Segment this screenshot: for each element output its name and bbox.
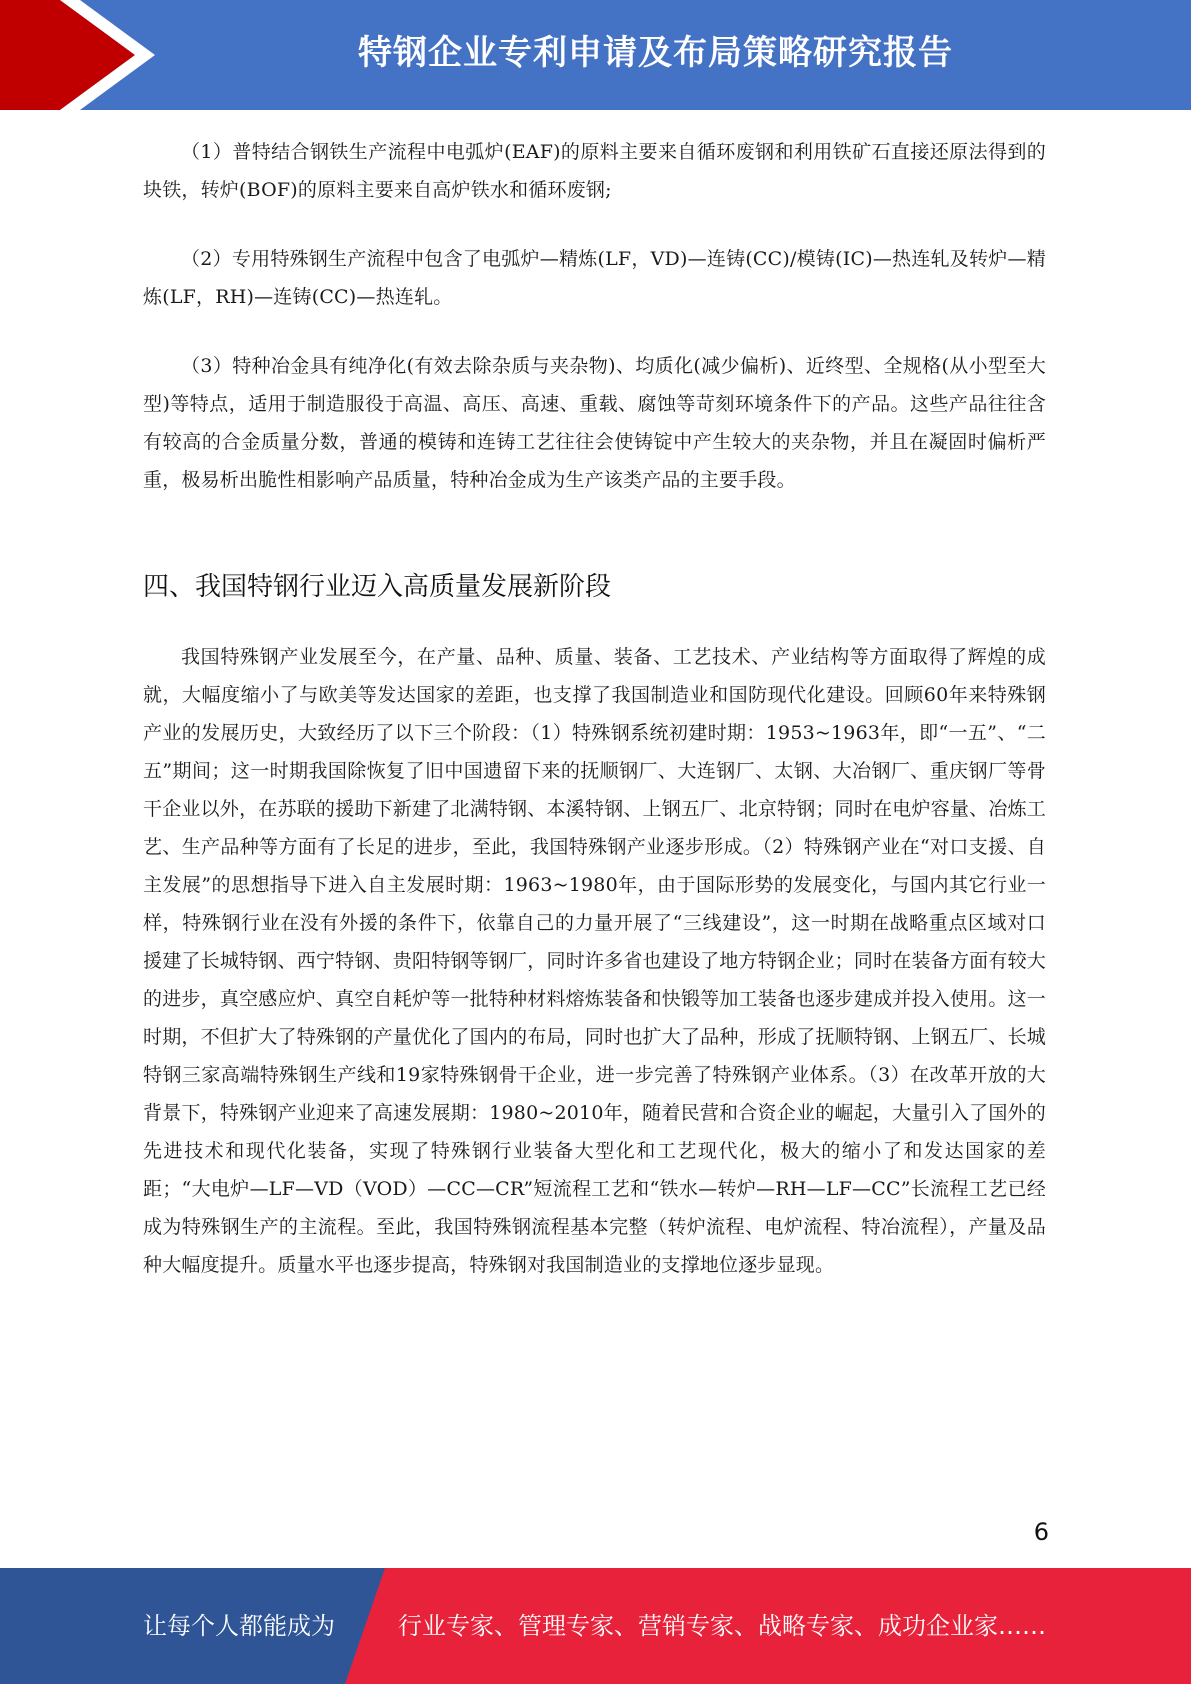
report-title: 特钢企业专利申请及布局策略研究报告 (358, 33, 953, 73)
section-paragraph: 我国特殊钢产业发展至今，在产量、品种、质量、装备、工艺技术、产业结构等方面取得了辉煌的成就，大幅度缩小了与欧美等发达国家的差距，也支撑了我国制造业和国防现代化建设。回顾60年来特殊钢产业的发展历史，大致经历了以下三个阶段：（1）特殊钢系统初建时期：1953~1963年，即“一五”、“二五”期间；这一时期我国除恢复了旧中国遗留下来的抚顺钢厂、大连钢厂、太钢、大冶钢厂、重庆钢厂等骨干企业以外，在苏联的援助下新建了北满特钢、本溪特钢、上钢五厂、北京特钢；同时在电炉容量、冶炼工艺、生产品种等方面有了长足的进步，至此，我国特殊钢产业逐步形成。（2）特殊钢产业在“对口支援、自主发展”的思想指导下进入自主发展时期：1963~1980年，由于国际形势的发展变化，与国内其它行业一样，特殊钢行业在没有外援的条件下，依靠自己的力量开展了“三线建设”，这一时期在战略重点区域对口援建了长城特钢、西宁特钢、贵阳特钢等钢厂，同时许多省也建设了地方特钢企业；同时在装备方面有较大的进步，真空感应炉、真空自耗炉等一批特种材料熔炼装备和快锻等加工装备也逐步建成并投入使用。这一时期，不但扩大了特殊钢的产量优化了国内的布局，同时也扩大了品种，形成了抚顺特钢、上钢五厂、长城特钢三家高端特殊钢生产线和19家特殊钢骨干企业，进一步完善了特殊钢产业体系。（3）在改革开放的大背景下，特殊钢产业迎来了高速发展期：1980~2010年，随着民营和合资企业的崛起，大量引入了国外的先进技术和现代化装备，实现了特殊钢行业装备大型化和工艺现代化，极大的缩小了和发达国家的差距；“大电炉—LF—VD（VOD）—CC—CR”短流程工艺和“铁水—转炉—RH—LF—CC”长流程工艺已经成为特殊钢生产的主流程。至此，我国特殊钢流程基本完整（转炉流程、电炉流程、特冶流程），产量及品种大幅度提升。质量水平也逐步提高，特殊钢对我国制造业的支撑地位逐步显现。 (143, 646, 1046, 1276)
header-arrow-decoration (0, 0, 160, 110)
paragraph-2: （2）专用特殊钢生产流程中包含了电弧炉—精炼(LF，VD)—连铸(CC)/模铸(IC)—热连轧及转炉—精炼(LF，RH)—连铸(CC)—热连轧。 (143, 248, 1046, 308)
paragraph-3: （3）特种冶金具有纯净化(有效去除杂质与夹杂物)、均质化(减少偏析)、近终型、全规格(从小型至大型)等特点，适用于制造服役于高温、高压、高速、重载、腐蚀等苛刻环境条件下的产品。这些产品往往含有较高的合金质量分数，普通的模铸和连铸工艺往往会使铸锭中产生较大的夹杂物，并且在凝固时偏析严重，极易析出脆性相影响产品质量，特种冶金成为生产该类产品的主要手段。 (143, 355, 1046, 491)
footer-slogan-right: 行业专家、管理专家、营销专家、战略专家、成功企业家…… (398, 1612, 1046, 1640)
footer-slogan-left: 让每个人都能成为 (143, 1612, 335, 1640)
section-heading: 四、我国特钢行业迈入高质量发展新阶段 (143, 572, 612, 602)
page-number: 6 (1033, 1518, 1049, 1546)
paragraph-1: （1）普特结合钢铁生产流程中电弧炉(EAF)的原料主要来自循环废钢和利用铁矿石直接还原法得到的块铁，转炉(BOF)的原料主要来自高炉铁水和循环废钢; (143, 141, 1046, 201)
page-header (0, 0, 1191, 110)
page-footer (0, 1568, 1191, 1684)
